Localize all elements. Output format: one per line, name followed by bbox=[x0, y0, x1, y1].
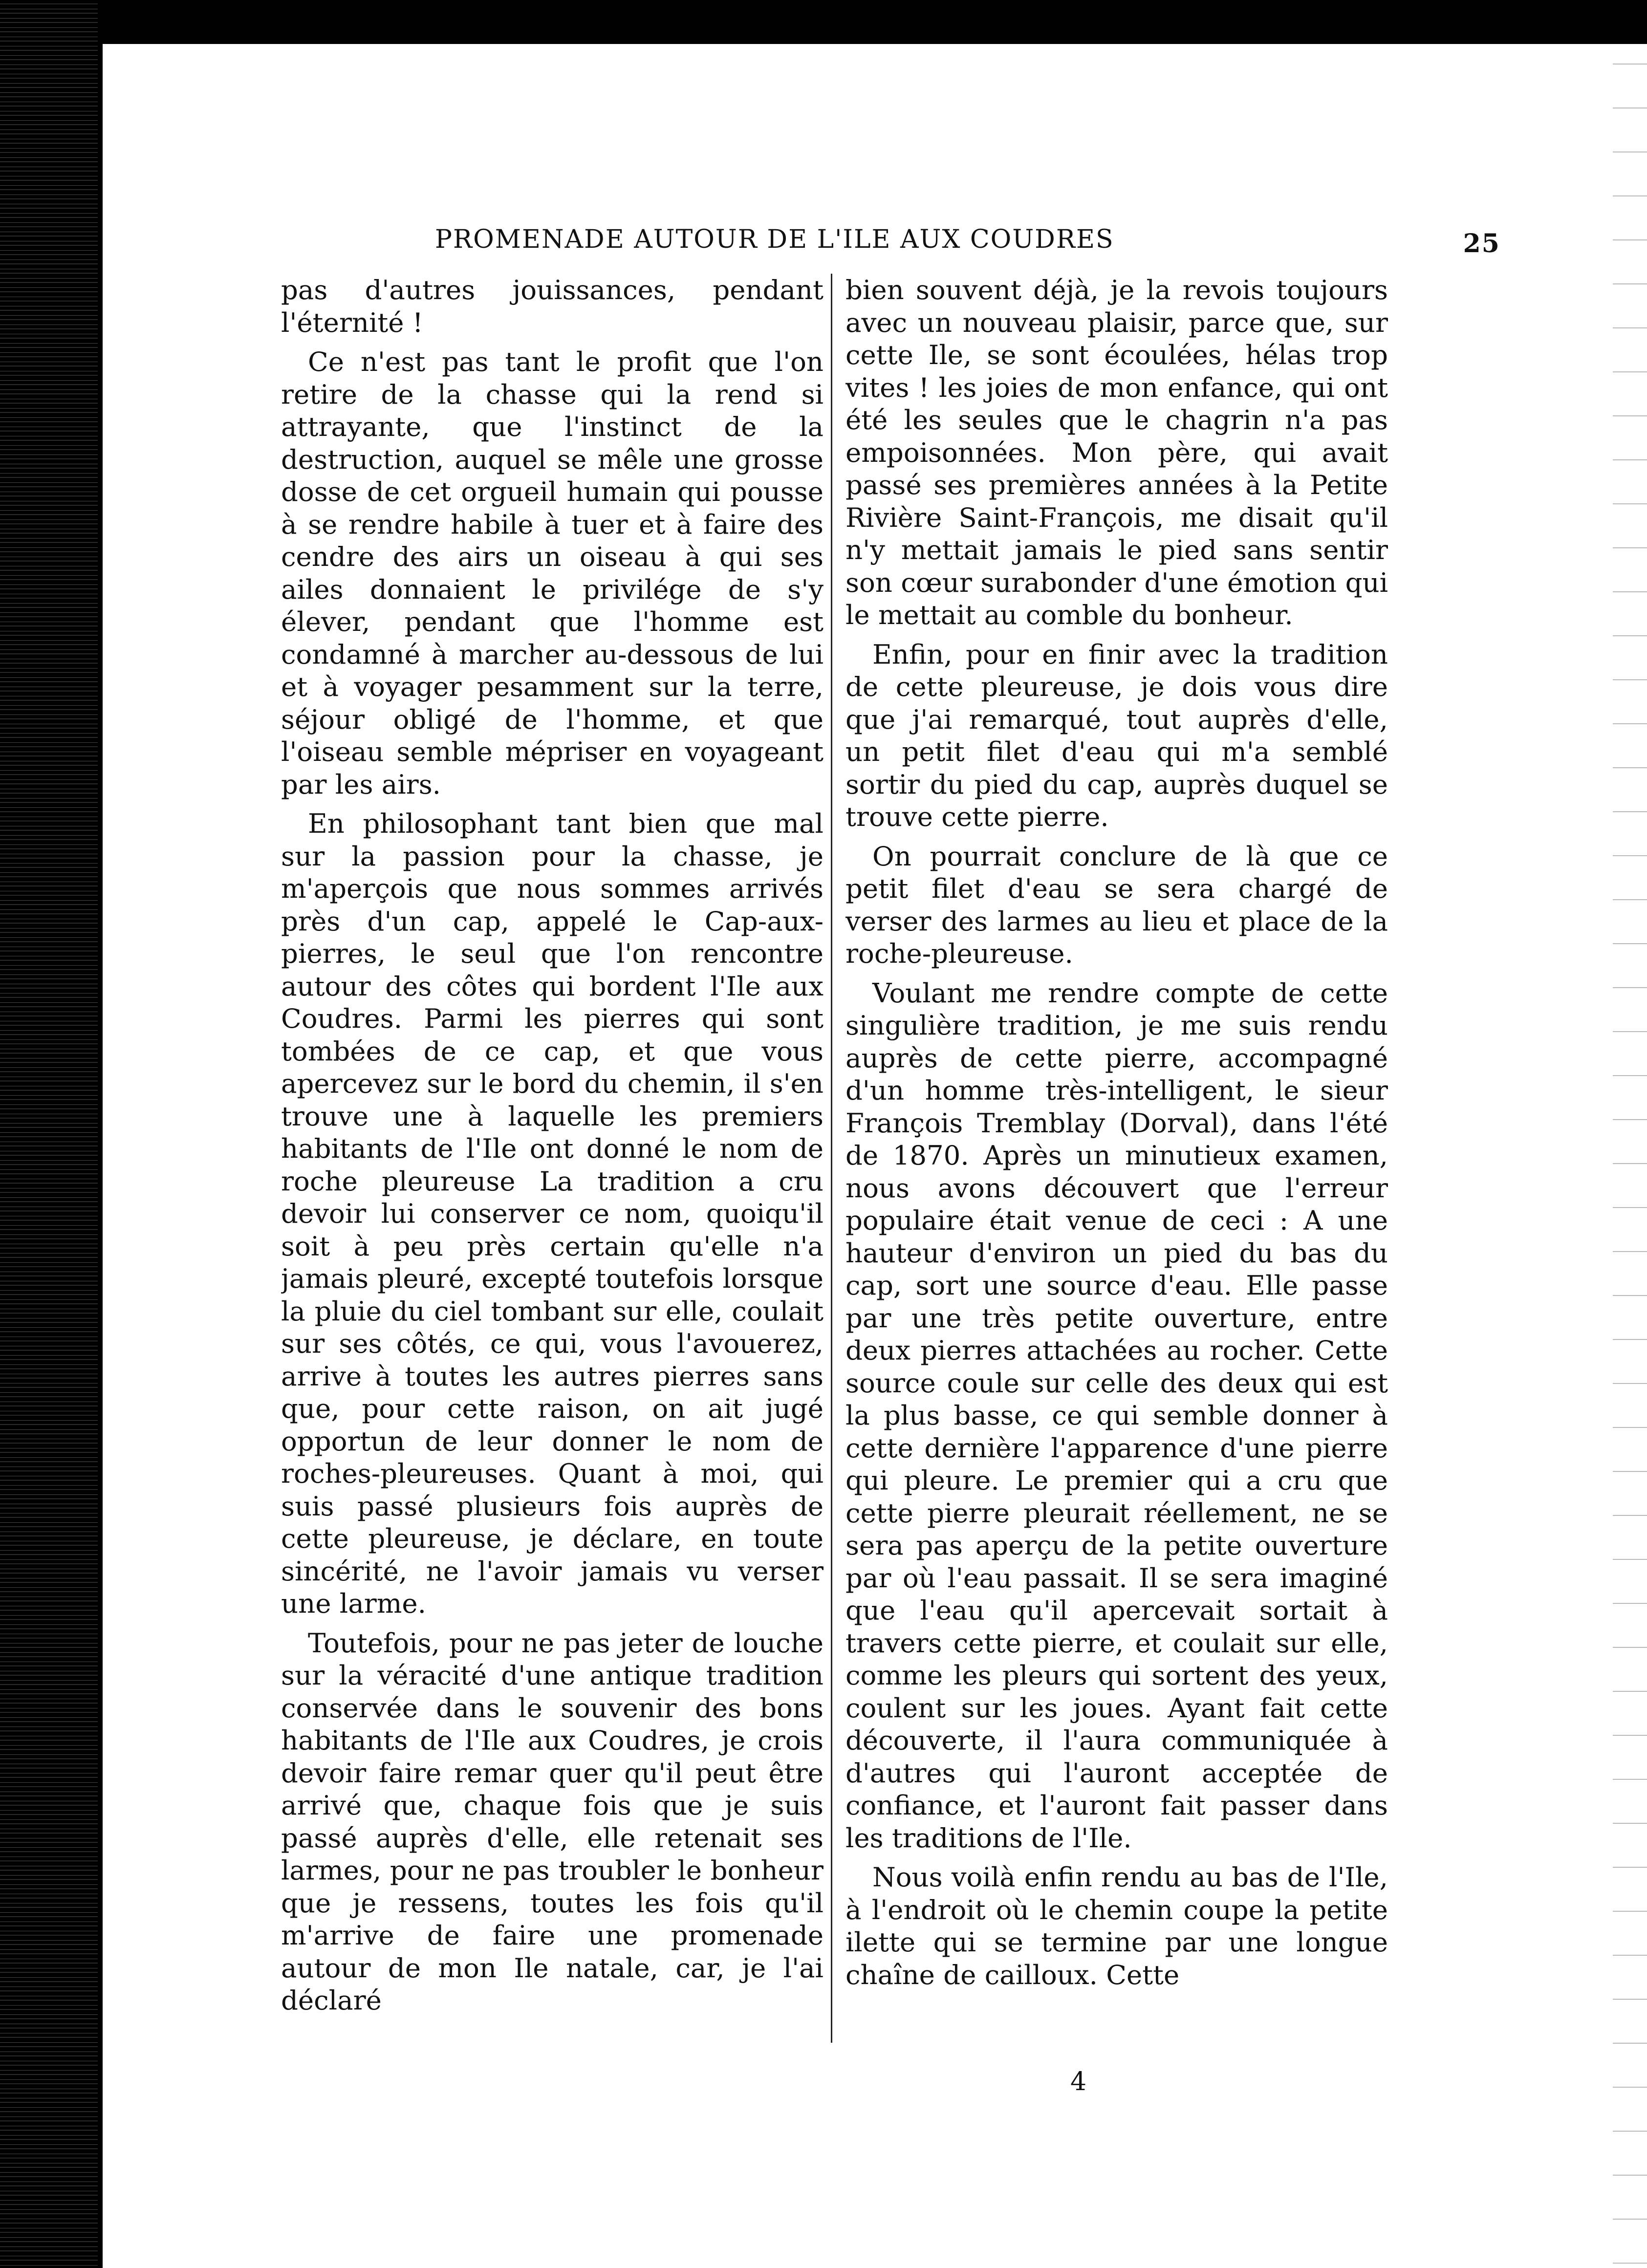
paragraph: Toutefois, pour ne pas jeter de louche sur la véracité d'une antique tradition conservée dans le souvenir des bons habitants de l'Ile aux Coudres, je crois devoir faire remar quer qu'il peut être arrivé que, chaque fois que je suis passé auprès d'elle, elle retenait ses larmes, pour ne pas troubler le bonheur que je ressens, toutes les fois qu'il m'arrive de faire une promenade autour de mon Ile natale, car, je l'ai déclaré bbox=[281, 1627, 824, 2016]
running-title: PROMENADE AUTOUR DE L'ILE AUX COUDRES bbox=[435, 225, 1114, 254]
page-content bbox=[191, 225, 1500, 2131]
right-column bbox=[845, 274, 1388, 2062]
signature-mark: 4 bbox=[1070, 2067, 1087, 2096]
page-header bbox=[191, 225, 1500, 264]
paragraph: pas d'autres jouissances, pendant l'éternité ! bbox=[281, 274, 824, 338]
paragraph: Nous voilà enfin rendu au bas de l'Ile, à l'endroit où le chemin coupe la petite ilette qui se termine par une longue chaîne de cailloux. Cette bbox=[845, 1861, 1388, 1990]
paragraph: En philosophant tant bien que mal sur la passion pour la chasse, je m'aperçois que nous sommes arrivés près d'un cap, appelé le Cap-aux-pierres, le seul que l'on rencontre autour des côtes qui bordent l'Ile aux Coudres. Parmi les pierres qui sont tombées de ce cap, et que vous apercevez sur le bord du chemin, il s'en trouve une à laquelle les premiers habitants de l'Ile ont donné le nom de roche pleureuse La tradition a cru devoir lui conserver ce nom, quoiqu'il soit à peu près certain qu'elle n'a jamais pleuré, excepté toutefois lorsque la pluie du ciel tombant sur elle, coulait sur ses côtés, ce qui, vous l'avouerez, arrive à toutes les autres pierres sans que, pour cette raison, on ait jugé opportun de leur donner le nom de roches-pleureuses. Quant à moi, qui suis passé plusieurs fois auprès de cette pleureuse, je déclare, en toute sincérité, ne l'avoir jamais vu verser une larme. bbox=[281, 808, 824, 1619]
scan-speckle bbox=[1613, 44, 1647, 2268]
paragraph: bien souvent déjà, je la revois toujours avec un nouveau plaisir, parce que, sur cette Ile, se sont écoulées, hélas trop vites ! les joies de mon enfance, qui ont été les seules que le chagrin n'a pas empoisonnées. Mon père, qui avait passé ses premières années à la Petite Rivière Saint-François, me disait qu'il n'y mettait jamais le pied sans sentir son cœur surabonder d'une émotion qui le mettait au comble du bonheur. bbox=[845, 274, 1388, 630]
left-column bbox=[281, 274, 824, 2062]
page bbox=[103, 44, 1647, 2268]
paragraph: Voulant me rendre compte de cette singulière tradition, je me suis rendu auprès de cette pierre, accompagné d'un homme très-intelligent, le sieur François Tremblay (Dorval), dans l'été de 1870. Après un minutieux examen, nous avons découvert que l'erreur populaire était venue de ceci : A une hauteur d'environ un pied du bas du cap, sort une source d'eau. Elle passe par une très petite ouverture, entre deux pierres attachées au rocher. Cette source coule sur celle des deux qui est la plus basse, ce qui semble donner à cette dernière l'apparence d'une pierre qui pleure. Le premier qui a cru que cette pierre pleurait réellement, ne se sera pas aperçu de la petite ouverture par où l'eau passait. Il se sera imaginé que l'eau qu'il apercevait sortait à travers cette pierre, et coulait sur elle, comme les pleurs qui sortent des yeux, coulent sur les joues. Ayant fait cette découverte, il l'aura communiquée à d'autres qui l'auront acceptée de confiance, et l'auront fait passer dans les traditions de l'Ile. bbox=[845, 977, 1388, 1854]
paragraph: On pourrait conclure de là que ce petit filet d'eau se sera chargé de verser des larmes au lieu et place de la roche-pleureuse. bbox=[845, 840, 1388, 969]
column-divider bbox=[831, 274, 832, 2043]
scan-edge bbox=[0, 0, 98, 2268]
page-number: 25 bbox=[1463, 229, 1500, 259]
paragraph: Ce n'est pas tant le profit que l'on retire de la chasse qui la rend si attrayante, que l'instinct de la destruction, auquel se mêle une grosse dosse de cet orgueil humain qui pousse à se rendre habile à tuer et à faire des cendre des airs un oiseau à qui ses ailes donnaient le privilége de s'y élever, pendant que l'homme est condamné à marcher au-dessous de lui et à voyager pesamment sur la terre, séjour obligé de l'homme, et que l'oiseau semble mépriser en voyageant par les airs. bbox=[281, 346, 824, 800]
paragraph: Enfin, pour en finir avec la tradition de cette pleureuse, je dois vous dire que j'ai remarqué, tout auprès d'elle, un petit filet d'eau qui m'a semblé sortir du pied du cap, auprès duquel se trouve cette pierre. bbox=[845, 638, 1388, 832]
